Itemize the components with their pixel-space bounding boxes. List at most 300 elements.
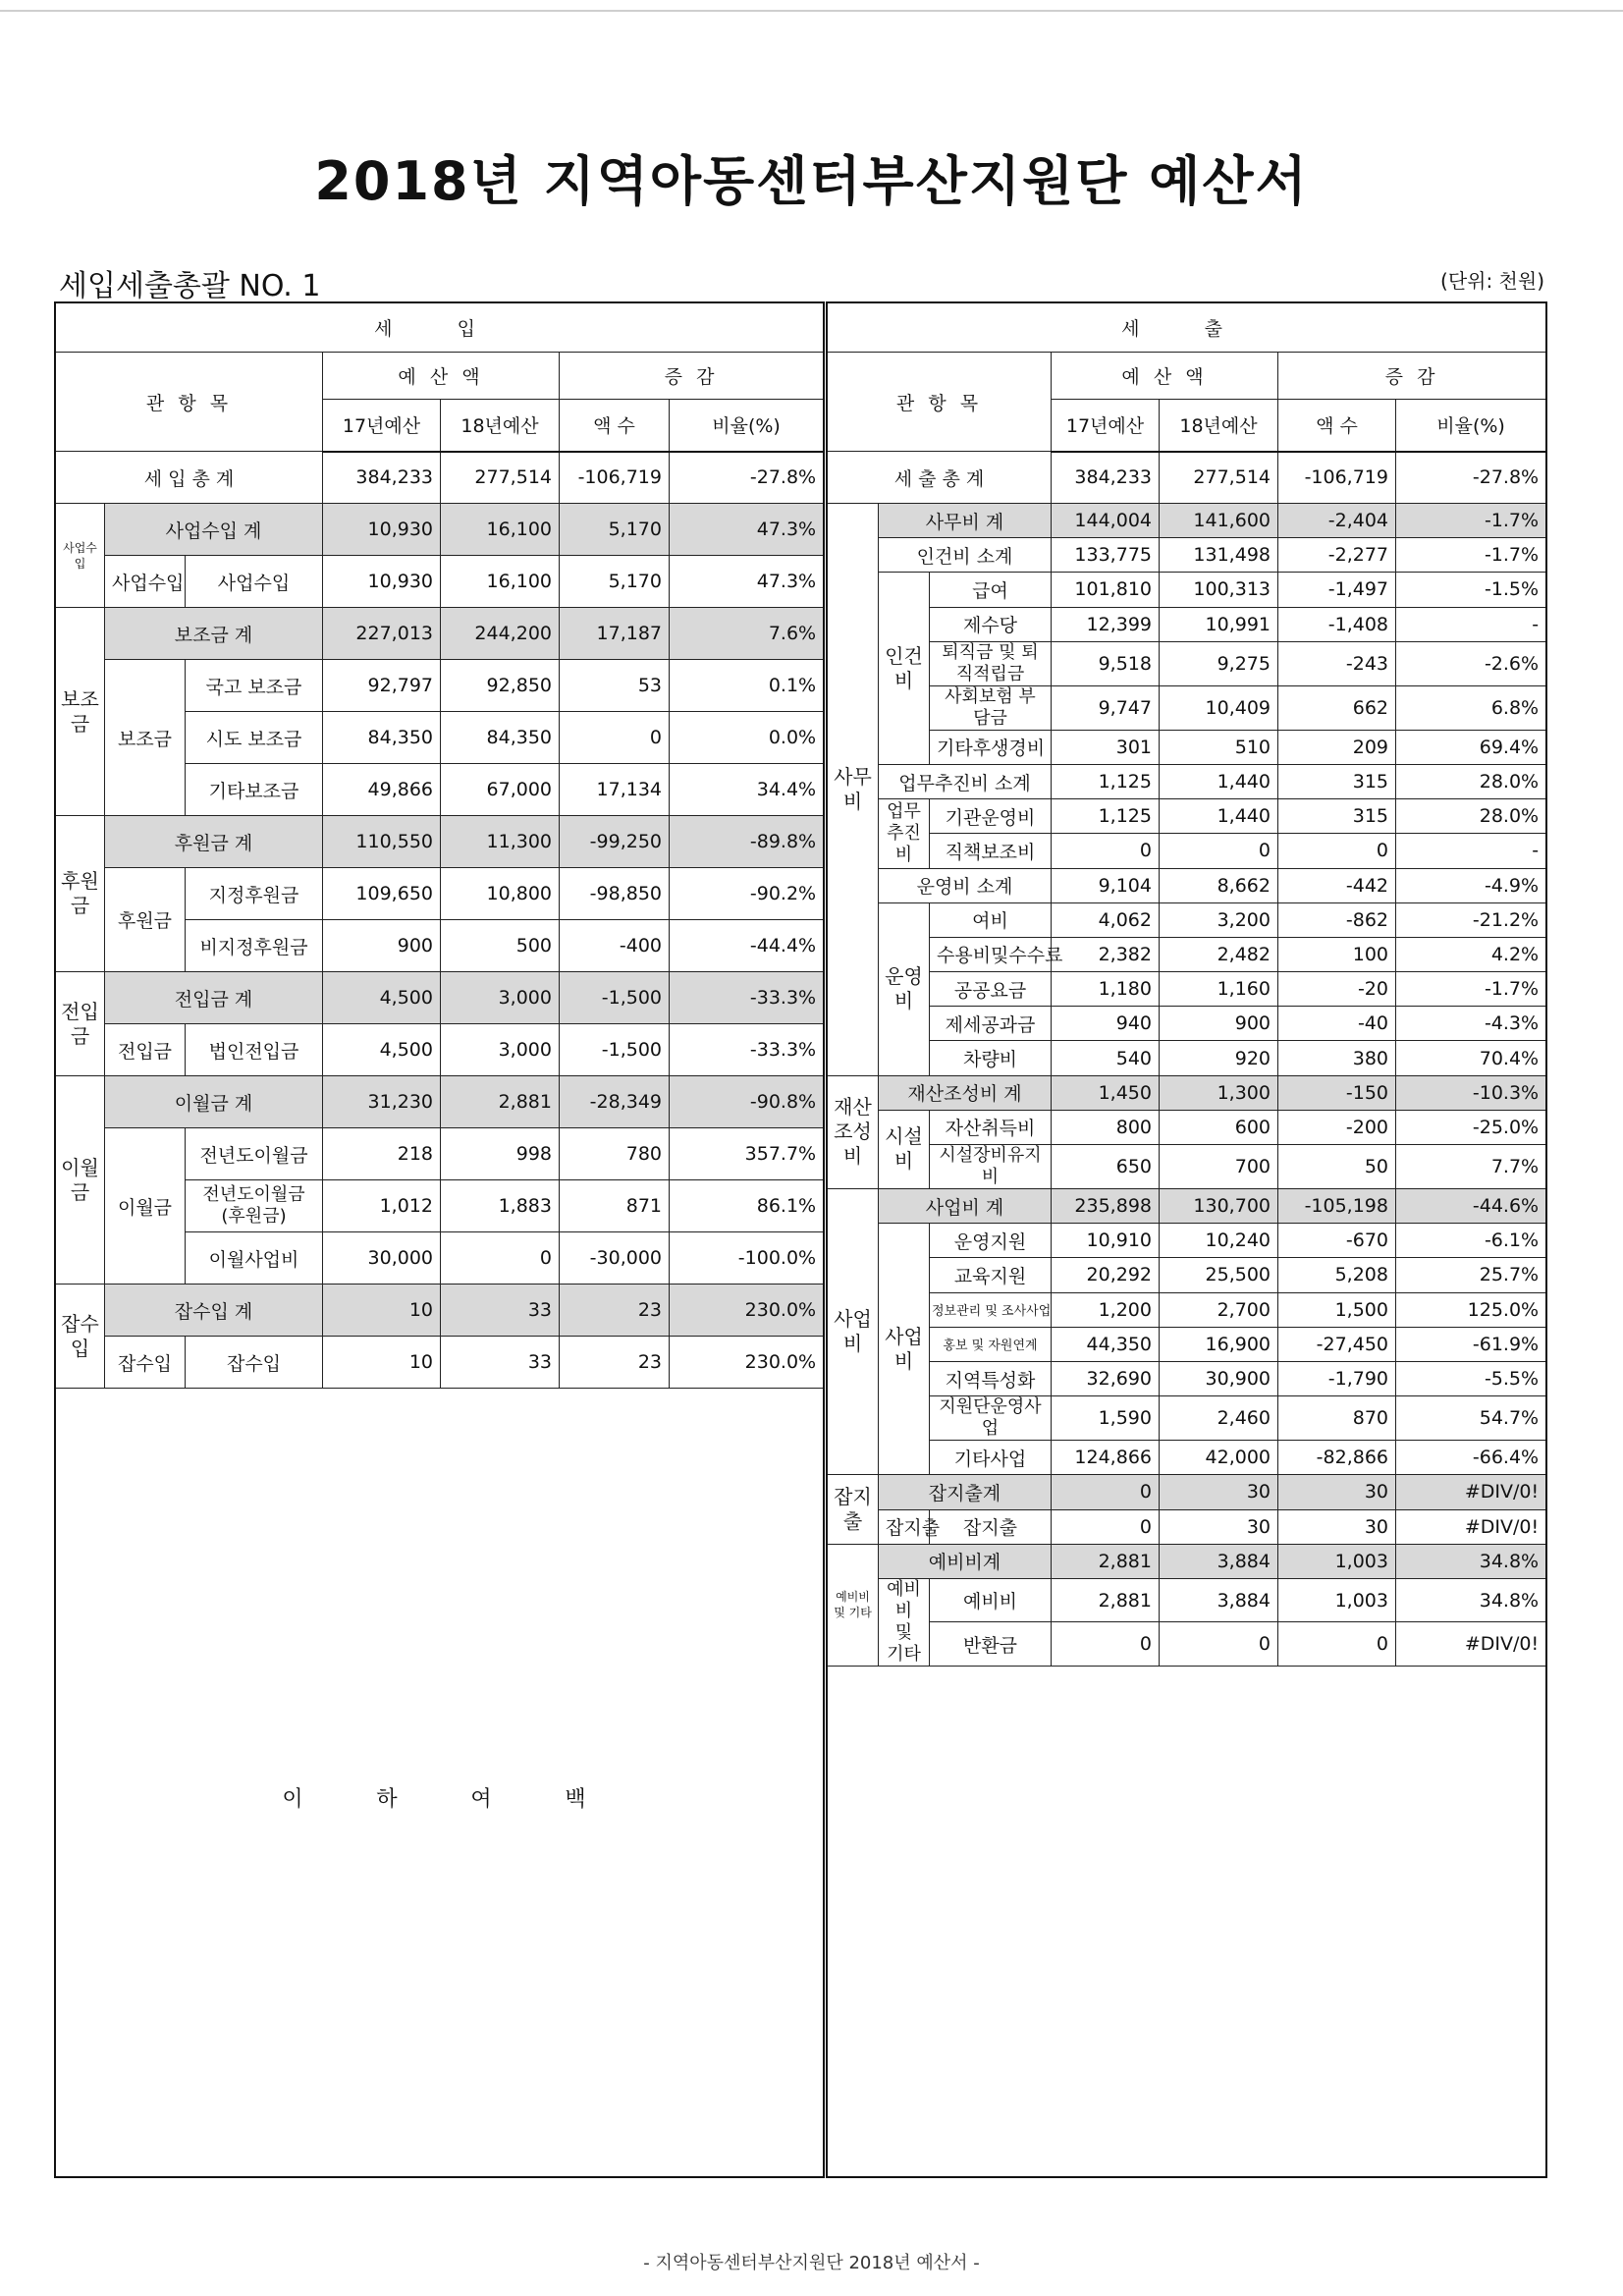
cell-v18: 3,000: [441, 972, 560, 1024]
expense-item-label: 차량비: [930, 1041, 1052, 1075]
cell-v18: 33: [441, 1285, 560, 1337]
cell-v17: 20,292: [1052, 1258, 1160, 1292]
cell-v18: 2,700: [1160, 1292, 1278, 1327]
cell-diff: -105,198: [1278, 1189, 1396, 1224]
cell-rate: 86.1%: [670, 1180, 824, 1232]
cell-v17: 10: [323, 1285, 441, 1337]
cell-v17: 384,233: [323, 452, 441, 504]
expense-item-label: 제수당: [930, 607, 1052, 641]
cell-v18: 1,883: [441, 1180, 560, 1232]
income-item-label: 지정후원금: [186, 868, 323, 920]
cell-rate: -25.0%: [1396, 1110, 1546, 1144]
expense-item-label: 수용비및수수료: [930, 937, 1052, 971]
cell-rate: 357.7%: [670, 1128, 824, 1180]
cell-v17: 301: [1052, 730, 1160, 764]
expense-group-sum-label: 잡지출계: [879, 1475, 1052, 1509]
cell-diff: -150: [1278, 1075, 1396, 1110]
cell-diff: -862: [1278, 902, 1396, 937]
cell-v17: 540: [1052, 1041, 1160, 1075]
expense-item-label: 자산취득비: [930, 1110, 1052, 1144]
cell-v17: 10,910: [1052, 1224, 1160, 1258]
income-group-sum-label: 이월금 계: [105, 1076, 323, 1128]
cell-v18: 16,100: [441, 504, 560, 556]
income-item-label: 전년도이월금 (후원금): [186, 1180, 323, 1232]
cell-v17: 9,104: [1052, 868, 1160, 902]
col-header-ratio: 비율(%): [670, 400, 824, 452]
cell-rate: #DIV/0!: [1396, 1509, 1546, 1544]
income-group-sum-label: 잡수입 계: [105, 1285, 323, 1337]
expense-item-label: 직책보조비: [930, 834, 1052, 868]
cell-v17: 1,200: [1052, 1292, 1160, 1327]
cell-rate: -66.4%: [1396, 1441, 1546, 1475]
expense-total-label: 세 출 총 계: [828, 452, 1052, 504]
cell-diff: -82,866: [1278, 1441, 1396, 1475]
change-header: 증 감: [1278, 353, 1546, 400]
cell-v17: 2,881: [1052, 1578, 1160, 1622]
cell-rate: -33.3%: [670, 1024, 824, 1076]
cell-rate: -6.1%: [1396, 1224, 1546, 1258]
page-footer: - 지역아동센터부산지원단 2018년 예산서 -: [643, 2253, 980, 2273]
cell-diff: -1,408: [1278, 607, 1396, 641]
cell-diff: -27,450: [1278, 1327, 1396, 1361]
cell-v18: 16,900: [1160, 1327, 1278, 1361]
col-header-y18: 18년예산: [1160, 400, 1278, 452]
cell-diff: -20: [1278, 972, 1396, 1007]
cell-v18: 10,240: [1160, 1224, 1278, 1258]
cell-v18: 67,000: [441, 764, 560, 816]
cell-v17: 650: [1052, 1145, 1160, 1189]
income-subgroup-label: 전입금: [105, 1024, 186, 1076]
cell-v17: 2,881: [1052, 1544, 1160, 1578]
cell-v18: 30,900: [1160, 1361, 1278, 1395]
cell-rate: 70.4%: [1396, 1041, 1546, 1075]
cell-v17: 44,350: [1052, 1327, 1160, 1361]
cell-rate: -90.2%: [670, 868, 824, 920]
income-group-label: 이월금: [56, 1076, 105, 1285]
cell-diff: 209: [1278, 730, 1396, 764]
expense-section-header: 세 출: [828, 303, 1546, 353]
income-item-label: 이월사업비: [186, 1232, 323, 1285]
cell-v18: 100,313: [1160, 573, 1278, 607]
col-header-amount: 액 수: [560, 400, 670, 452]
cell-v18: 3,000: [441, 1024, 560, 1076]
income-table-frame: [54, 301, 825, 2178]
sheet-subtitle: 세입세출총괄 NO. 1: [59, 269, 321, 303]
expense-item-label: 지역특성화: [930, 1361, 1052, 1395]
cell-rate: 25.7%: [1396, 1258, 1546, 1292]
cell-v18: 510: [1160, 730, 1278, 764]
expense-item-label: 지원단운영사업: [930, 1396, 1052, 1441]
expense-item-label: 시설장비유지비: [930, 1145, 1052, 1189]
cell-diff: 23: [560, 1285, 670, 1337]
cell-diff: -243: [1278, 641, 1396, 685]
cell-v17: 10: [323, 1337, 441, 1389]
cell-diff: 780: [560, 1128, 670, 1180]
cell-rate: -27.8%: [1396, 452, 1546, 504]
col-header-y18: 18년예산: [441, 400, 560, 452]
expense-group-label: 사무비: [828, 504, 879, 1076]
budget-header: 예 산 액: [1052, 353, 1278, 400]
cell-v17: 1,012: [323, 1180, 441, 1232]
income-item-label: 기타보조금: [186, 764, 323, 816]
cell-diff: -30,000: [560, 1232, 670, 1285]
expense-item-label: 예비비: [930, 1578, 1052, 1622]
cell-v17: 10,930: [323, 504, 441, 556]
cell-diff: 0: [560, 712, 670, 764]
income-subgroup-label: 사업수입: [105, 556, 186, 608]
cell-v18: 277,514: [1160, 452, 1278, 504]
cell-diff: 662: [1278, 685, 1396, 730]
cell-v18: 700: [1160, 1145, 1278, 1189]
cell-rate: -21.2%: [1396, 902, 1546, 937]
cell-v18: 141,600: [1160, 504, 1278, 538]
income-item-label: 사업수입: [186, 556, 323, 608]
cell-v17: 101,810: [1052, 573, 1160, 607]
cell-diff: -98,850: [560, 868, 670, 920]
cell-v18: 10,800: [441, 868, 560, 920]
category-header: 관 항 목: [56, 353, 323, 452]
cell-diff: 1,003: [1278, 1578, 1396, 1622]
expense-group-sum-label: 사무비 계: [879, 504, 1052, 538]
expense-item-label: 운영지원: [930, 1224, 1052, 1258]
income-item-label: 전년도이월금: [186, 1128, 323, 1180]
cell-rate: 54.7%: [1396, 1396, 1546, 1441]
blank-below-notice: [245, 1782, 622, 1813]
cell-v17: 4,500: [323, 1024, 441, 1076]
cell-v18: 500: [441, 920, 560, 972]
cell-diff: 30: [1278, 1475, 1396, 1509]
unit-label: (단위: 천원): [1440, 269, 1544, 293]
income-group-label: 후원금: [56, 816, 105, 972]
cell-diff: -1,500: [560, 1024, 670, 1076]
cell-diff: 870: [1278, 1396, 1396, 1441]
expense-subtotal-label: 인건비 소계: [879, 538, 1052, 573]
expense-item-label: 홍보 및 자원연계: [930, 1327, 1052, 1361]
cell-rate: -44.6%: [1396, 1189, 1546, 1224]
expense-subgroup-label: 예비비 및 기타: [879, 1578, 930, 1666]
cell-v18: 3,200: [1160, 902, 1278, 937]
expense-item-label: 기관운영비: [930, 799, 1052, 834]
col-header-ratio: 비율(%): [1396, 400, 1546, 452]
cell-diff: -1,500: [560, 972, 670, 1024]
cell-v18: 10,991: [1160, 607, 1278, 641]
col-header-y17: 17년예산: [323, 400, 441, 452]
cell-diff: -2,404: [1278, 504, 1396, 538]
cell-diff: 5,170: [560, 504, 670, 556]
blank-notice-char: 이: [282, 1787, 303, 1812]
cell-v17: 2,382: [1052, 937, 1160, 971]
cell-diff: 23: [560, 1337, 670, 1389]
cell-v18: 1,440: [1160, 799, 1278, 834]
expense-subgroup-label: 시설비: [879, 1110, 930, 1188]
cell-rate: -4.3%: [1396, 1007, 1546, 1041]
expense-item-label: 공공요금: [930, 972, 1052, 1007]
cell-diff: 17,187: [560, 608, 670, 660]
cell-diff: -40: [1278, 1007, 1396, 1041]
cell-v18: 2,460: [1160, 1396, 1278, 1441]
cell-v17: 144,004: [1052, 504, 1160, 538]
cell-diff: -28,349: [560, 1076, 670, 1128]
expense-item-label: 여비: [930, 902, 1052, 937]
expense-item-label: 정보관리 및 조사사업: [930, 1292, 1052, 1327]
cell-rate: -1.7%: [1396, 972, 1546, 1007]
cell-v17: 133,775: [1052, 538, 1160, 573]
cell-v17: 0: [1052, 1622, 1160, 1667]
expense-item-label: 교육지원: [930, 1258, 1052, 1292]
cell-v17: 227,013: [323, 608, 441, 660]
cell-v17: 49,866: [323, 764, 441, 816]
income-section-header: 세 입: [56, 303, 824, 353]
cell-v17: 9,747: [1052, 685, 1160, 730]
cell-v17: 1,590: [1052, 1396, 1160, 1441]
cell-v18: 92,850: [441, 660, 560, 712]
cell-rate: -4.9%: [1396, 868, 1546, 902]
cell-v18: 30: [1160, 1509, 1278, 1544]
income-group-label: 사업수입: [56, 504, 105, 608]
cell-rate: 230.0%: [670, 1337, 824, 1389]
cell-rate: 7.7%: [1396, 1145, 1546, 1189]
budget-header: 예 산 액: [323, 353, 560, 400]
page-title: 2018년 지역아동센터부산지원단 예산서: [314, 150, 1309, 212]
expense-group-sum-label: 예비비계: [879, 1544, 1052, 1578]
expense-subgroup-label: 잡지출: [879, 1509, 930, 1544]
cell-v18: 3,884: [1160, 1544, 1278, 1578]
cell-v17: 0: [1052, 1475, 1160, 1509]
cell-diff: -400: [560, 920, 670, 972]
blank-notice-char: 백: [565, 1787, 586, 1812]
cell-rate: 34.8%: [1396, 1544, 1546, 1578]
income-group-sum-label: 전입금 계: [105, 972, 323, 1024]
cell-rate: 0.0%: [670, 712, 824, 764]
cell-v18: 600: [1160, 1110, 1278, 1144]
cell-diff: -200: [1278, 1110, 1396, 1144]
expense-group-label: 잡지출: [828, 1475, 879, 1544]
expense-table-frame: [826, 301, 1547, 2178]
cell-v17: 218: [323, 1128, 441, 1180]
expense-item-label: 퇴직금 및 퇴직적립금: [930, 641, 1052, 685]
cell-rate: 230.0%: [670, 1285, 824, 1337]
cell-v18: 130,700: [1160, 1189, 1278, 1224]
col-header-amount: 액 수: [1278, 400, 1396, 452]
cell-diff: -1,497: [1278, 573, 1396, 607]
cell-rate: -: [1396, 834, 1546, 868]
blank-notice-char: 하: [376, 1787, 398, 1812]
income-item-label: 비지정후원금: [186, 920, 323, 972]
cell-v17: 4,062: [1052, 902, 1160, 937]
income-group-sum-label: 후원금 계: [105, 816, 323, 868]
cell-rate: -90.8%: [670, 1076, 824, 1128]
cell-diff: 1,003: [1278, 1544, 1396, 1578]
cell-rate: 125.0%: [1396, 1292, 1546, 1327]
cell-rate: #DIV/0!: [1396, 1475, 1546, 1509]
cell-v17: 0: [1052, 1509, 1160, 1544]
income-group-label: 전입금: [56, 972, 105, 1076]
cell-v17: 10,930: [323, 556, 441, 608]
cell-diff: 5,170: [560, 556, 670, 608]
cell-rate: -2.6%: [1396, 641, 1546, 685]
cell-diff: 100: [1278, 937, 1396, 971]
expense-subgroup-label: 사업비: [879, 1224, 930, 1475]
income-subgroup-label: 잡수입: [105, 1337, 186, 1389]
cell-rate: 28.0%: [1396, 764, 1546, 798]
cell-v17: 92,797: [323, 660, 441, 712]
cell-rate: -89.8%: [670, 816, 824, 868]
cell-diff: -106,719: [1278, 452, 1396, 504]
cell-v17: 30,000: [323, 1232, 441, 1285]
cell-v18: 277,514: [441, 452, 560, 504]
cell-v17: 1,450: [1052, 1075, 1160, 1110]
cell-v17: 31,230: [323, 1076, 441, 1128]
cell-v18: 900: [1160, 1007, 1278, 1041]
cell-rate: 47.3%: [670, 504, 824, 556]
expense-subgroup-label: 인건비: [879, 573, 930, 765]
cell-rate: -61.9%: [1396, 1327, 1546, 1361]
cell-rate: 28.0%: [1396, 799, 1546, 834]
cell-v18: 11,300: [441, 816, 560, 868]
cell-v17: 0: [1052, 834, 1160, 868]
cell-v18: 84,350: [441, 712, 560, 764]
cell-diff: 380: [1278, 1041, 1396, 1075]
cell-diff: -1,790: [1278, 1361, 1396, 1395]
cell-v17: 940: [1052, 1007, 1160, 1041]
cell-rate: 34.8%: [1396, 1578, 1546, 1622]
scan-top-edge: [0, 10, 1623, 12]
cell-diff: 871: [560, 1180, 670, 1232]
cell-v18: 1,300: [1160, 1075, 1278, 1110]
category-header: 관 항 목: [828, 353, 1052, 452]
cell-diff: 0: [1278, 834, 1396, 868]
cell-v17: 235,898: [1052, 1189, 1160, 1224]
cell-rate: -5.5%: [1396, 1361, 1546, 1395]
cell-v17: 4,500: [323, 972, 441, 1024]
cell-v18: 2,881: [441, 1076, 560, 1128]
income-subgroup-label: 이월금: [105, 1128, 186, 1285]
income-subgroup-label: 보조금: [105, 660, 186, 816]
cell-rate: -: [1396, 607, 1546, 641]
cell-v18: 1,440: [1160, 764, 1278, 798]
cell-v18: 8,662: [1160, 868, 1278, 902]
col-header-y17: 17년예산: [1052, 400, 1160, 452]
cell-v17: 1,125: [1052, 799, 1160, 834]
expense-subgroup-label: 업무 추진비: [879, 799, 930, 868]
cell-v18: 1,160: [1160, 972, 1278, 1007]
cell-rate: 69.4%: [1396, 730, 1546, 764]
cell-v18: 25,500: [1160, 1258, 1278, 1292]
cell-rate: -1.7%: [1396, 504, 1546, 538]
expense-subtotal-label: 운영비 소계: [879, 868, 1052, 902]
cell-v17: 12,399: [1052, 607, 1160, 641]
cell-diff: 30: [1278, 1509, 1396, 1544]
income-group-label: 잡수입: [56, 1285, 105, 1389]
cell-v18: 33: [441, 1337, 560, 1389]
expense-item-label: 잡지출: [930, 1509, 1052, 1544]
expense-group-label: 재산조성비: [828, 1075, 879, 1188]
cell-diff: 17,134: [560, 764, 670, 816]
cell-v18: 244,200: [441, 608, 560, 660]
cell-diff: -106,719: [560, 452, 670, 504]
cell-v18: 0: [1160, 834, 1278, 868]
income-group-label: 보조금: [56, 608, 105, 816]
cell-rate: 6.8%: [1396, 685, 1546, 730]
cell-rate: -1.7%: [1396, 538, 1546, 573]
cell-v17: 900: [323, 920, 441, 972]
cell-rate: 0.1%: [670, 660, 824, 712]
cell-diff: 315: [1278, 764, 1396, 798]
income-total-label: 세 입 총 계: [56, 452, 323, 504]
expense-item-label: 반환금: [930, 1622, 1052, 1667]
cell-rate: -44.4%: [670, 920, 824, 972]
cell-v17: 124,866: [1052, 1441, 1160, 1475]
cell-rate: -10.3%: [1396, 1075, 1546, 1110]
income-group-sum-label: 보조금 계: [105, 608, 323, 660]
expense-item-label: 사회보험 부담금: [930, 685, 1052, 730]
expense-item-label: 기타사업: [930, 1441, 1052, 1475]
cell-diff: -670: [1278, 1224, 1396, 1258]
cell-diff: 50: [1278, 1145, 1396, 1189]
cell-v17: 1,180: [1052, 972, 1160, 1007]
cell-diff: 5,208: [1278, 1258, 1396, 1292]
change-header: 증 감: [560, 353, 824, 400]
blank-notice-char: 여: [470, 1787, 492, 1812]
expense-item-label: 급여: [930, 573, 1052, 607]
expense-group-label: 예비비 및 기타: [828, 1544, 879, 1666]
cell-v18: 10,409: [1160, 685, 1278, 730]
cell-diff: -99,250: [560, 816, 670, 868]
cell-v18: 16,100: [441, 556, 560, 608]
cell-rate: 47.3%: [670, 556, 824, 608]
cell-rate: -100.0%: [670, 1232, 824, 1285]
income-item-label: 국고 보조금: [186, 660, 323, 712]
income-group-sum-label: 사업수입 계: [105, 504, 323, 556]
cell-diff: -2,277: [1278, 538, 1396, 573]
cell-v17: 1,125: [1052, 764, 1160, 798]
cell-diff: 53: [560, 660, 670, 712]
cell-v17: 84,350: [323, 712, 441, 764]
income-subgroup-label: 후원금: [105, 868, 186, 972]
cell-diff: 0: [1278, 1622, 1396, 1667]
cell-v18: 0: [1160, 1622, 1278, 1667]
cell-v18: 131,498: [1160, 538, 1278, 573]
cell-v18: 42,000: [1160, 1441, 1278, 1475]
expense-group-sum-label: 사업비 계: [879, 1189, 1052, 1224]
expense-item-label: 제세공과금: [930, 1007, 1052, 1041]
cell-v18: 998: [441, 1128, 560, 1180]
cell-rate: 4.2%: [1396, 937, 1546, 971]
cell-diff: -442: [1278, 868, 1396, 902]
cell-v18: 3,884: [1160, 1578, 1278, 1622]
income-item-label: 시도 보조금: [186, 712, 323, 764]
income-item-label: 법인전입금: [186, 1024, 323, 1076]
cell-v17: 109,650: [323, 868, 441, 920]
cell-rate: -33.3%: [670, 972, 824, 1024]
cell-v18: 30: [1160, 1475, 1278, 1509]
cell-rate: 34.4%: [670, 764, 824, 816]
cell-diff: 1,500: [1278, 1292, 1396, 1327]
cell-v18: 0: [441, 1232, 560, 1285]
cell-rate: 7.6%: [670, 608, 824, 660]
cell-v18: 9,275: [1160, 641, 1278, 685]
cell-v17: 9,518: [1052, 641, 1160, 685]
income-item-label: 잡수입: [186, 1337, 323, 1389]
cell-rate: #DIV/0!: [1396, 1622, 1546, 1667]
expense-subgroup-label: 운영비: [879, 902, 930, 1075]
expense-group-label: 사업비: [828, 1189, 879, 1475]
cell-rate: -27.8%: [670, 452, 824, 504]
cell-v18: 920: [1160, 1041, 1278, 1075]
expense-item-label: 기타후생경비: [930, 730, 1052, 764]
cell-rate: -1.5%: [1396, 573, 1546, 607]
cell-v17: 384,233: [1052, 452, 1160, 504]
